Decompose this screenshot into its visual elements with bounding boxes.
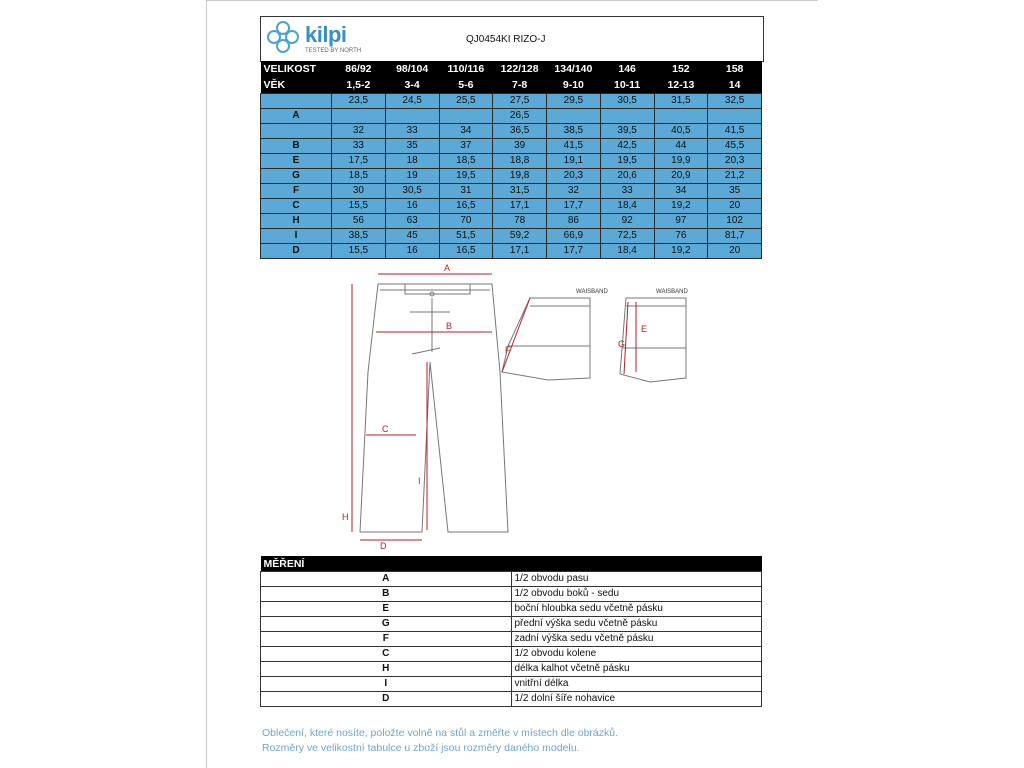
value-cell: 78 (493, 214, 547, 229)
value-cell: 66,9 (547, 229, 601, 244)
brand-tagline: TESTED BY NORTH (305, 48, 362, 54)
label-e: E (641, 324, 648, 334)
value-cell: 19,2 (654, 244, 708, 259)
value-cell: 70 (439, 214, 493, 229)
footnote-line-2: Rozměry ve velikostní tabulce u zboží jsou rozměry daného modelu. (262, 742, 580, 754)
value-cell: 17,5 (332, 154, 386, 169)
value-cell (385, 109, 439, 124)
label-c: C (382, 424, 389, 434)
product-code: QJ0454KI RIZO-J (466, 34, 546, 45)
knot-icon (265, 19, 301, 55)
waistband-label-right: WAISBAND (656, 289, 688, 295)
measurement-desc: 1/2 dolní šíře nohavice (511, 692, 762, 707)
measurement-key: E (261, 602, 512, 617)
value-cell: 18,4 (600, 199, 654, 214)
brand-name: kilpi (305, 22, 347, 47)
size-cell: 86/92 (332, 61, 386, 77)
value-cell: 33 (385, 124, 439, 139)
measurement-desc: 1/2 obvodu boků - sedu (511, 587, 762, 602)
value-cell: 18,4 (600, 244, 654, 259)
measurement-row (261, 677, 762, 692)
measurement-row (261, 572, 762, 587)
size-cell: 152 (654, 61, 708, 77)
measurement-row (261, 602, 762, 617)
row-label: G (261, 169, 332, 184)
size-cell: 134/140 (547, 61, 601, 77)
value-cell: 35 (385, 139, 439, 154)
value-cell: 37 (439, 139, 493, 154)
age-cell: 10-11 (600, 77, 654, 94)
value-cell: 27,5 (493, 94, 547, 109)
measurement-key: D (261, 692, 512, 707)
size-table-row (261, 229, 762, 244)
value-cell: 21,2 (708, 169, 762, 184)
measurement-desc: 1/2 obvodu pasu (511, 572, 762, 587)
row-label: D (261, 244, 332, 259)
value-cell: 18,5 (439, 154, 493, 169)
footnote-line-1: Oblečení, které nosíte, položte volně na stůl a změřte v místech dle obrázků. (262, 727, 619, 739)
size-table-row (261, 244, 762, 259)
value-cell: 17,7 (547, 244, 601, 259)
value-cell (600, 109, 654, 124)
measurement-row (261, 617, 762, 632)
size-cell: 98/104 (385, 61, 439, 77)
label-i: I (418, 476, 421, 486)
value-cell: 17,1 (493, 244, 547, 259)
value-cell: 86 (547, 214, 601, 229)
value-cell (332, 109, 386, 124)
value-cell: 19,9 (654, 154, 708, 169)
value-cell: 40,5 (654, 124, 708, 139)
measurement-key: I (261, 677, 512, 692)
value-cell: 39,5 (600, 124, 654, 139)
value-cell: 19,5 (439, 169, 493, 184)
value-cell: 63 (385, 214, 439, 229)
size-table-row (261, 154, 762, 169)
value-cell: 76 (654, 229, 708, 244)
value-cell: 31,5 (493, 184, 547, 199)
row-label: C (261, 199, 332, 214)
measurement-desc: délka kalhot včetně pásku (511, 662, 762, 677)
waistband-label-left: WAISBAND (576, 289, 608, 295)
row-label: A (261, 109, 332, 124)
value-cell (439, 109, 493, 124)
value-cell: 18,5 (332, 169, 386, 184)
size-table-row (261, 214, 762, 229)
value-cell: 36,5 (493, 124, 547, 139)
value-cell (654, 109, 708, 124)
value-cell: 29,5 (547, 94, 601, 109)
value-cell: 20 (708, 244, 762, 259)
size-table-body (261, 94, 762, 259)
value-cell: 18 (385, 154, 439, 169)
value-cell: 16 (385, 199, 439, 214)
value-cell: 19,5 (600, 154, 654, 169)
age-row (261, 77, 762, 94)
age-cell: 3-4 (385, 77, 439, 94)
size-row (261, 61, 762, 77)
value-cell: 33 (332, 139, 386, 154)
header (260, 16, 764, 62)
size-cell: 122/128 (493, 61, 547, 77)
measurement-key: A (261, 572, 512, 587)
value-cell: 92 (600, 214, 654, 229)
value-cell: 18,8 (493, 154, 547, 169)
age-cell: 5-6 (439, 77, 493, 94)
footnote (262, 726, 618, 756)
value-cell: 72,5 (600, 229, 654, 244)
value-cell: 51,5 (439, 229, 493, 244)
measurement-key: B (261, 587, 512, 602)
value-cell: 38,5 (547, 124, 601, 139)
side-view-front (620, 298, 686, 382)
measurement-title: MĚŘENÍ (261, 556, 762, 572)
measurement-row (261, 692, 762, 707)
value-cell: 32,5 (708, 94, 762, 109)
value-cell: 17,7 (547, 199, 601, 214)
size-table-row (261, 169, 762, 184)
pants-diagram (330, 262, 730, 552)
value-cell (708, 109, 762, 124)
value-cell: 24,5 (385, 94, 439, 109)
value-cell: 20,3 (708, 154, 762, 169)
value-cell: 31,5 (654, 94, 708, 109)
value-cell: 31 (439, 184, 493, 199)
value-cell: 25,5 (439, 94, 493, 109)
value-cell: 20,6 (600, 169, 654, 184)
value-cell: 33 (600, 184, 654, 199)
label-a: A (444, 263, 451, 273)
value-cell: 16 (385, 244, 439, 259)
value-cell: 45,5 (708, 139, 762, 154)
value-cell: 39 (493, 139, 547, 154)
measurement-desc: zadní výška sedu včetně pásku (511, 632, 762, 647)
size-table-row (261, 199, 762, 214)
side-view-back (502, 298, 590, 380)
value-cell: 32 (332, 124, 386, 139)
size-cell: 158 (708, 61, 762, 77)
age-cell: 12-13 (654, 77, 708, 94)
row-label: B (261, 139, 332, 154)
page-border-top (206, 0, 818, 1)
row-label: E (261, 154, 332, 169)
value-cell: 19,8 (493, 169, 547, 184)
row-label (261, 124, 332, 139)
value-cell: 20,3 (547, 169, 601, 184)
value-cell: 16,5 (439, 244, 493, 259)
size-table-row (261, 94, 762, 109)
value-cell: 19 (385, 169, 439, 184)
measurement-key: H (261, 662, 512, 677)
measurement-key: F (261, 632, 512, 647)
row-label: H (261, 214, 332, 229)
value-cell: 19,2 (654, 199, 708, 214)
value-cell: 30,5 (385, 184, 439, 199)
size-table-row (261, 139, 762, 154)
kilpi-logo (265, 19, 375, 59)
value-cell: 42,5 (600, 139, 654, 154)
row-label (261, 94, 332, 109)
value-cell: 23,5 (332, 94, 386, 109)
value-cell: 16,5 (439, 199, 493, 214)
size-table-row (261, 124, 762, 139)
measurement-desc: vnitřní délka (511, 677, 762, 692)
value-cell: 19,1 (547, 154, 601, 169)
value-cell: 34 (439, 124, 493, 139)
value-cell: 32 (547, 184, 601, 199)
value-cell: 45 (385, 229, 439, 244)
age-header-label: VĚK (261, 77, 332, 94)
value-cell: 44 (654, 139, 708, 154)
value-cell: 56 (332, 214, 386, 229)
row-label: I (261, 229, 332, 244)
label-f: F (505, 345, 511, 355)
measurement-table-body (261, 572, 762, 707)
age-cell: 7-8 (493, 77, 547, 94)
measurement-table (260, 556, 762, 707)
value-cell: 17,1 (493, 199, 547, 214)
value-cell: 15,5 (332, 199, 386, 214)
size-table-row (261, 184, 762, 199)
value-cell: 41,5 (708, 124, 762, 139)
value-cell: 41,5 (547, 139, 601, 154)
value-cell: 97 (654, 214, 708, 229)
value-cell: 30,5 (600, 94, 654, 109)
value-cell: 15,5 (332, 244, 386, 259)
measurement-key: C (261, 647, 512, 662)
value-cell: 102 (708, 214, 762, 229)
value-cell: 59,2 (493, 229, 547, 244)
measurement-desc: boční hloubka sedu včetně pásku (511, 602, 762, 617)
measurement-row (261, 662, 762, 677)
size-cell: 146 (600, 61, 654, 77)
label-h: H (342, 512, 349, 522)
row-label: F (261, 184, 332, 199)
value-cell: 38,5 (332, 229, 386, 244)
page-border-left (206, 0, 207, 768)
value-cell (547, 109, 601, 124)
measurement-row (261, 587, 762, 602)
age-cell: 9-10 (547, 77, 601, 94)
measurement-desc: 1/2 obvodu kolene (511, 647, 762, 662)
age-cell: 1,5-2 (332, 77, 386, 94)
size-header-label: VELIKOST (261, 61, 332, 77)
size-table (260, 61, 762, 259)
size-table-row (261, 109, 762, 124)
measurement-key: G (261, 617, 512, 632)
value-cell: 26,5 (493, 109, 547, 124)
size-cell: 110/116 (439, 61, 493, 77)
measurement-row (261, 632, 762, 647)
measurement-desc: přední výška sedu včetně pásku (511, 617, 762, 632)
label-d: D (380, 541, 387, 551)
value-cell: 30 (332, 184, 386, 199)
measurement-row (261, 647, 762, 662)
label-b: B (446, 321, 453, 331)
age-cell: 14 (708, 77, 762, 94)
value-cell: 20 (708, 199, 762, 214)
value-cell: 20,9 (654, 169, 708, 184)
value-cell: 81,7 (708, 229, 762, 244)
value-cell: 34 (654, 184, 708, 199)
value-cell: 35 (708, 184, 762, 199)
pants-outline (360, 284, 508, 532)
label-g: G (618, 339, 626, 349)
